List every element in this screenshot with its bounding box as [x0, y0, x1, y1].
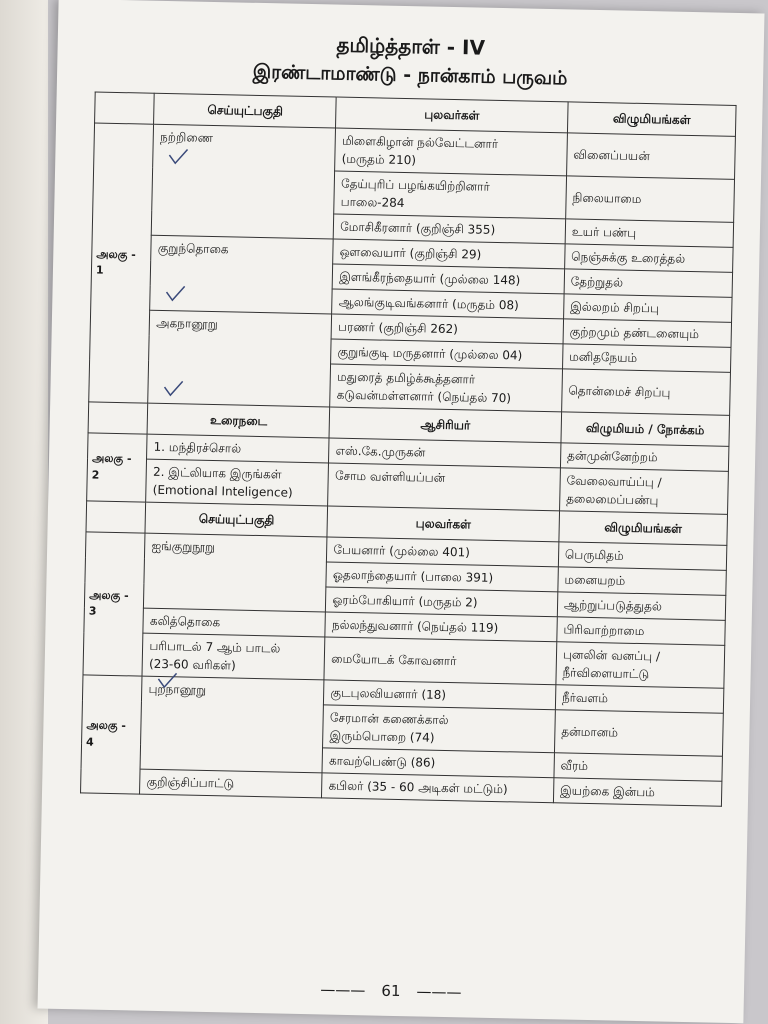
poet-cell [330, 364, 562, 412]
poet-cell: ஆலங்குடிவங்கனார் (மருதம் 08) [332, 289, 564, 319]
poet-cell: காவற்பெண்டு (86) [322, 748, 554, 778]
header-section: உரைநடை [147, 403, 330, 438]
page-number-left-rule: ——— [320, 980, 366, 1000]
poet-cell: ஓரம்போகியார் (மருதம் 2) [326, 587, 558, 617]
poet-cell: ஓதலாந்தையார் (பாலை 391) [326, 562, 558, 592]
header-values: விழுமியம் / நோக்கம் [561, 412, 730, 447]
section-note: (Emotional Inteligence) [152, 482, 293, 500]
section-name: 2. இட்லியாக இருங்கள் [152, 464, 282, 482]
poet-cell: நல்லந்துவனார் (நெய்தல் 119) [325, 612, 557, 642]
poet-ref: இரும்பொறை (74) [329, 728, 435, 745]
header-poets: புலவர்கள் [336, 97, 568, 133]
section-name: 1. மந்திரச்சொல் [147, 434, 329, 463]
header-unit-cell [88, 402, 148, 434]
value-cell [556, 642, 725, 689]
author-cell: சோம வள்ளியப்பன் [328, 463, 560, 511]
poet-cell: மோசிகீரனார் (குறிஞ்சி 355) [333, 214, 565, 244]
poet-cell: பேயனார் (முல்லை 401) [327, 537, 559, 567]
value-cell: இயற்கை இன்பம் [553, 778, 722, 807]
section-name: குறுந்தொகை [150, 235, 333, 314]
value-cell [559, 468, 728, 515]
author-cell: எஸ்.கே.முருகன் [329, 438, 561, 468]
value-cell: குற்றமும் தண்டனையும் [563, 319, 732, 348]
value-cell: வீரம் [554, 753, 723, 782]
poet-ref: (மருதம் 210) [341, 151, 417, 168]
header-poets: ஆசிரியர் [329, 407, 561, 443]
value-cell: தேற்றுதல் [564, 269, 733, 298]
section-name: பரிபாடல் 7 ஆம் பாடல் [149, 638, 281, 656]
value-text: புனலின் வனப்பு / [562, 647, 661, 664]
document-page [38, 0, 765, 1023]
unit-label: அலகு - 4 [81, 675, 143, 794]
poet-cell: கபிலர் (35 - 60 அடிகள் மட்டும்) [322, 773, 554, 803]
value-cell: தன்முன்னேற்றம் [560, 443, 729, 472]
value-text: நீர்விளையாட்டு [562, 665, 650, 682]
header-unit-cell [86, 501, 146, 533]
page-number [38, 975, 744, 1008]
poet-cell: பரணர் (குறிஞ்சி 262) [331, 314, 563, 344]
value-cell: நெஞ்சுக்கு உரைத்தல் [564, 244, 733, 273]
header-values: விழுமியங்கள் [567, 102, 736, 137]
value-cell: உயர் பண்பு [565, 219, 734, 248]
section-name: அகநானூறு [148, 310, 332, 407]
poet-cell: ஔவையார் (குறிஞ்சி 29) [333, 239, 565, 269]
poet-name: மதுரைத் தமிழ்க்கூத்தனார் [336, 369, 476, 387]
poet-cell: குடபுலவியனார் (18) [324, 680, 556, 710]
value-cell: மனிதநேயம் [562, 344, 731, 373]
poet-cell [335, 128, 567, 176]
header-section: செய்யுட்பகுதி [154, 93, 337, 128]
poet-name: தேய்புரிப் பழங்கயிற்றினார் [340, 176, 490, 194]
poet-cell [323, 705, 555, 753]
header-unit-cell [95, 92, 155, 124]
poet-cell [334, 171, 566, 219]
value-text: தலைமைப்பண்பு [566, 491, 659, 508]
poet-name: மிளைகிழான் நல்வேட்டனார் [341, 133, 499, 151]
poet-cell: குறுங்குடி மருதனார் (முல்லை 04) [331, 339, 563, 369]
value-cell: நீர்வளம் [555, 685, 724, 714]
page-number-text: 61 [381, 981, 401, 1001]
header-section: செய்யுட்பகுதி [145, 502, 328, 537]
section-name: நற்றிணை [152, 124, 336, 239]
section-name: ஐங்குறுநூறு [144, 533, 327, 612]
syllabus-table [80, 91, 737, 806]
unit-label: அலகு - 3 [83, 532, 145, 676]
unit-label: அலகு - 1 [89, 123, 154, 403]
poet-ref: பாலை-284 [340, 194, 405, 211]
value-cell: ஆற்றுப்படுத்துதல் [557, 592, 726, 621]
value-cell: பிரிவாற்றாமை [557, 617, 726, 646]
section-note: (23-60 வரிகள்) [148, 656, 236, 673]
unit-label: அலகு - 2 [87, 433, 148, 502]
value-cell: நிலையாமை [566, 176, 735, 223]
poet-ref: கடுவன்மள்ளனார் (நெய்தல் 70) [336, 387, 512, 406]
page-number-right-rule: ——— [416, 982, 462, 1002]
checkmark-icon [164, 284, 186, 302]
value-cell: மனையறம் [558, 567, 727, 596]
value-cell: தொன்மைச் சிறப்பு [562, 369, 731, 416]
section-cell [146, 459, 329, 506]
value-cell: பெருமிதம் [558, 542, 727, 571]
header-values: விழுமியங்கள் [559, 511, 728, 546]
page-subtitle: இரண்டாமாண்டு - நான்காம் பருவம் [252, 60, 568, 90]
section-name: புறநானூறு [140, 676, 324, 773]
section-name: குறிஞ்சிப்பாட்டு [140, 769, 322, 798]
checkmark-icon [162, 379, 184, 397]
poet-name: சேரமான் கணைக்கால் [329, 710, 449, 728]
poet-cell: மையோடக் கோவனார் [324, 637, 556, 685]
section-name: கலித்தொகை [143, 608, 325, 637]
header-poets: புலவர்கள் [327, 506, 559, 542]
page-title: தமிழ்த்தாள் - IV [336, 32, 486, 60]
checkmark-icon [156, 671, 178, 689]
checkmark-icon [167, 147, 189, 165]
value-cell: இல்லறம் சிறப்பு [563, 294, 732, 323]
value-text: வேலைவாய்ப்பு / [566, 473, 662, 490]
value-cell: வினைப்பயன் [566, 133, 735, 180]
value-cell: தன்மானம் [554, 710, 723, 757]
poet-cell: இளங்கீரந்தையார் (முல்லை 148) [332, 264, 564, 294]
